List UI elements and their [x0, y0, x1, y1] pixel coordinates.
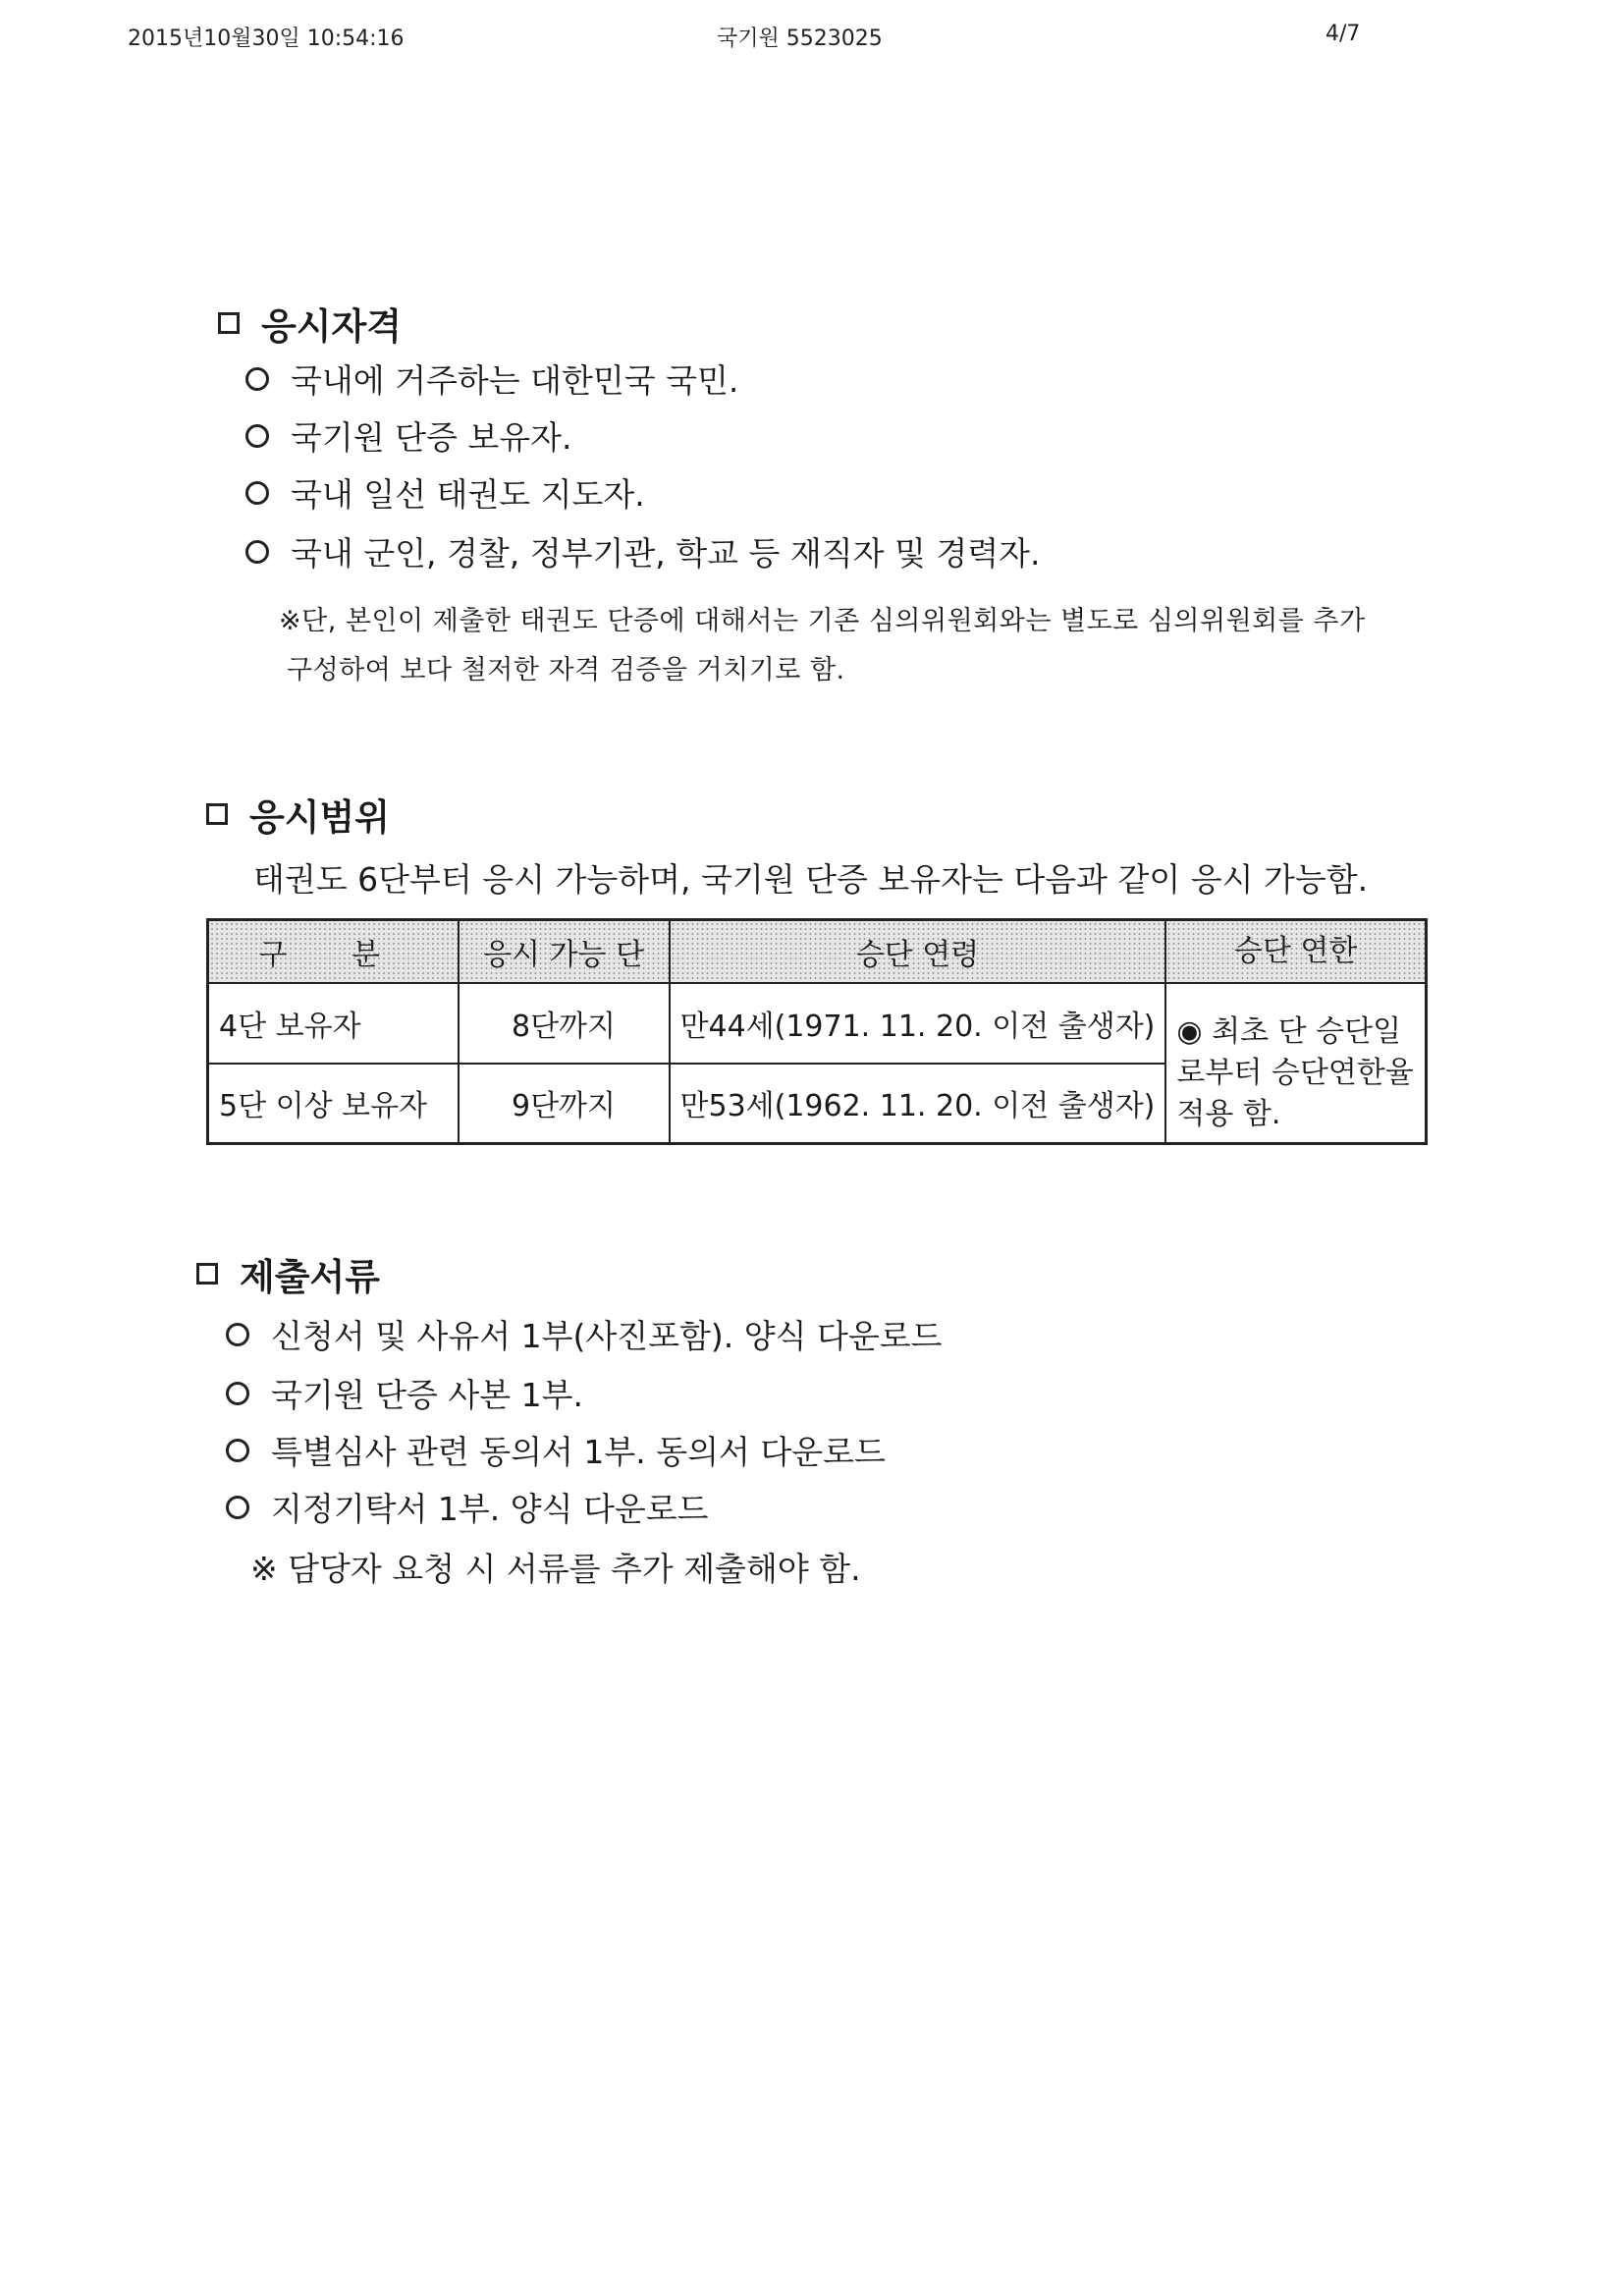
circle-bullet-icon: [226, 1496, 249, 1519]
circle-bullet-icon: [245, 540, 269, 564]
qualification-note-line2: 구성하여 보다 철저한 자격 검증을 거치기로 함.: [287, 655, 845, 685]
table-header-cell: 응시 가능 단: [459, 920, 670, 983]
section-qualification-title: [218, 297, 402, 350]
section-title-text: 응시범위: [249, 796, 390, 839]
period-note-cell: [1165, 983, 1426, 1144]
table-header-cell: 구 분: [208, 920, 459, 983]
qualification-item: 국기원 단증 보유자.: [245, 412, 572, 459]
table-cell: 4단 보유자: [208, 983, 459, 1064]
qualification-note-line1: ※단, 본인이 제출한 태권도 단증에 대해서는 기존 심의위원회와는 별도로 심의위원회를 추가: [279, 606, 1366, 636]
checkbox-square-icon: [206, 803, 228, 825]
document-item: 국기원 단증 사본 1부.: [226, 1370, 583, 1416]
fax-datetime: 2015년10월30일 10:54:16: [128, 27, 405, 51]
table-header-cell: 승단 연한: [1165, 920, 1426, 983]
qualification-item: 국내 군인, 경찰, 정부기관, 학교 등 재직자 및 경력자.: [245, 528, 1040, 574]
table-header-row: [208, 920, 1427, 983]
circle-bullet-icon: [245, 367, 269, 391]
rank-range-table: [206, 918, 1428, 1145]
section-title-text: 응시자격: [261, 305, 402, 348]
range-intro: 태권도 6단부터 응시 가능하며, 국기원 단증 보유자는 다음과 같이 응시 가능함.: [253, 860, 1369, 899]
table-cell: 만44세(1971. 11. 20. 이전 출생자): [670, 983, 1166, 1064]
qualification-item: 국내 일선 태권도 지도자.: [245, 469, 645, 516]
circle-bullet-icon: [226, 1323, 249, 1346]
period-note-line: ◉ 최초 단 승단일: [1176, 1013, 1402, 1049]
period-note-line: 적용 함.: [1176, 1096, 1281, 1131]
document-item: 특별심사 관련 동의서 1부. 동의서 다운로드: [226, 1427, 886, 1473]
table-row: [208, 983, 1427, 1064]
section-documents-title: [196, 1247, 380, 1300]
table-header-cell: 승단 연령: [670, 920, 1166, 983]
fax-page-number: 4/7: [1325, 22, 1361, 46]
table-cell: 만53세(1962. 11. 20. 이전 출생자): [670, 1064, 1166, 1144]
qualification-item: 국내에 거주하는 대한민국 국민.: [245, 355, 738, 402]
document-item: 지정기탁서 1부. 양식 다운로드: [226, 1484, 709, 1530]
circle-bullet-icon: [226, 1382, 249, 1405]
fax-sender: 국기원 5523025: [717, 27, 883, 51]
section-title-text: 제출서류: [240, 1256, 380, 1298]
document-item: 신청서 및 사유서 1부(사진포함). 양식 다운로드: [226, 1311, 943, 1357]
table-cell: 9단까지: [459, 1064, 670, 1144]
fax-header: [0, 22, 1623, 55]
checkbox-square-icon: [196, 1263, 218, 1285]
documents-note: ※ 담당자 요청 시 서류를 추가 제출해야 함.: [250, 1550, 861, 1588]
table-cell: 8단까지: [459, 983, 670, 1064]
checkbox-square-icon: [218, 312, 240, 334]
period-note-line: 로부터 승단연한율: [1176, 1055, 1414, 1090]
section-range-title: [206, 788, 390, 841]
circle-bullet-icon: [226, 1439, 249, 1462]
table-cell: 5단 이상 보유자: [208, 1064, 459, 1144]
circle-bullet-icon: [245, 424, 269, 448]
circle-bullet-icon: [245, 481, 269, 505]
